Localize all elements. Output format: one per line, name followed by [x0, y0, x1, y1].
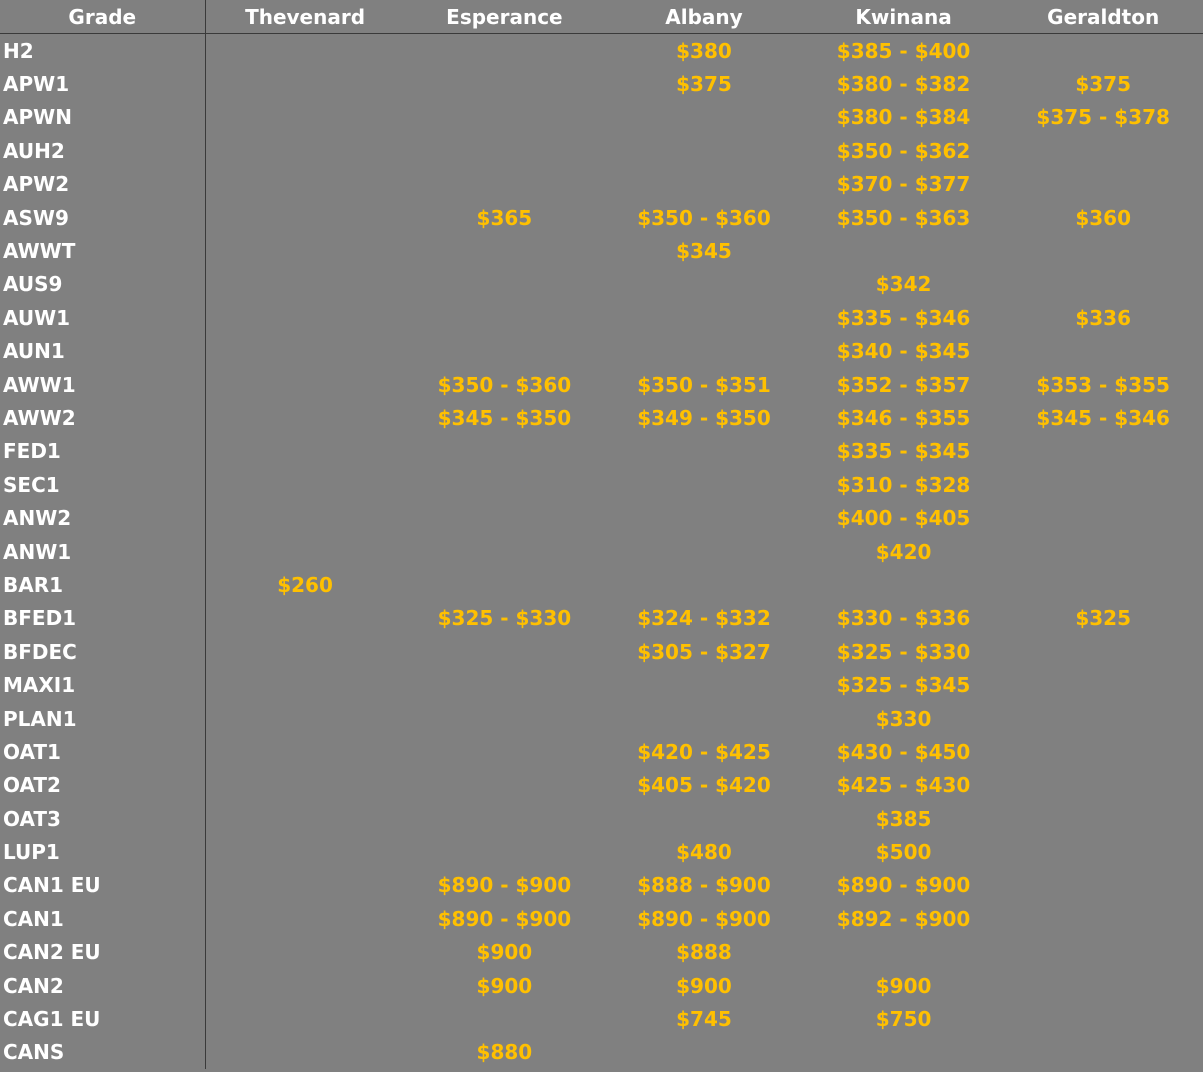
price-cell-esperance: [405, 301, 605, 334]
header-thevenard: Thevenard: [205, 0, 405, 34]
price-cell-thevenard: [205, 268, 405, 301]
price-cell-albany: $888: [676, 940, 732, 965]
price-cell-geraldton: $375: [1075, 72, 1132, 97]
price-cell-geraldton: [1003, 869, 1203, 902]
price-cell-kwinana: $346 - $355: [836, 405, 971, 430]
grade-cell: BFED1: [0, 602, 205, 635]
price-cell-albany: [604, 568, 804, 601]
price-cell-kwinana: $380 - $384: [836, 105, 971, 130]
price-cell-kwinana: $892 - $900: [836, 906, 971, 931]
grade-cell: PLAN1: [0, 702, 205, 735]
price-cell-kwinana: $430 - $450: [836, 739, 971, 764]
price-cell-kwinana: [804, 1036, 1004, 1069]
price-cell-albany: $480: [676, 840, 732, 865]
price-cell-esperance: [405, 1002, 605, 1035]
table-row: [0, 1036, 1203, 1069]
price-cell-esperance: [405, 134, 605, 167]
price-cell-thevenard: [205, 702, 405, 735]
price-cell-geraldton: [1003, 668, 1203, 701]
price-cell-albany: [604, 1036, 804, 1069]
price-cell-esperance: [405, 34, 605, 68]
price-cell-albany: [604, 301, 804, 334]
table-row: [0, 735, 1203, 768]
price-cell-kwinana: $342: [875, 272, 932, 297]
price-cell-kwinana: $350 - $363: [836, 205, 971, 230]
table-row: [0, 668, 1203, 701]
price-cell-esperance: [405, 101, 605, 134]
price-cell-thevenard: [205, 869, 405, 902]
price-cell-thevenard: [205, 1002, 405, 1035]
price-cell-geraldton: [1003, 835, 1203, 868]
price-cell-albany: [604, 501, 804, 534]
price-cell-thevenard: [205, 668, 405, 701]
table-row: [0, 568, 1203, 601]
price-cell-geraldton: [1003, 134, 1203, 167]
price-cell-geraldton: [1003, 702, 1203, 735]
grade-cell: CANS: [0, 1036, 205, 1069]
price-cell-esperance: [405, 568, 605, 601]
grade-cell: MAXI1: [0, 668, 205, 701]
grade-cell: CAN1 EU: [0, 869, 205, 902]
price-cell-kwinana: $385 - $400: [836, 38, 971, 63]
price-cell-geraldton: [1003, 335, 1203, 368]
price-cell-esperance: [405, 769, 605, 802]
price-cell-thevenard: [205, 67, 405, 100]
price-cell-esperance: [405, 468, 605, 501]
price-cell-kwinana: $400 - $405: [836, 506, 971, 531]
price-cell-geraldton: $325: [1075, 606, 1132, 631]
price-cell-kwinana: [804, 936, 1004, 969]
price-cell-albany: [604, 468, 804, 501]
table-row: [0, 268, 1203, 301]
table-row: [0, 468, 1203, 501]
price-cell-kwinana: $500: [875, 840, 932, 865]
grade-cell: OAT2: [0, 769, 205, 802]
price-cell-esperance: $365: [476, 205, 533, 230]
price-cell-geraldton: $360: [1075, 205, 1132, 230]
price-cell-albany: [604, 168, 804, 201]
table-row: [0, 301, 1203, 334]
price-cell-thevenard: [205, 234, 405, 267]
price-cell-thevenard: [205, 34, 405, 68]
table-row: [0, 702, 1203, 735]
price-cell-geraldton: [1003, 234, 1203, 267]
price-cell-thevenard: [205, 769, 405, 802]
grade-cell: AWW2: [0, 401, 205, 434]
price-cell-geraldton: [1003, 435, 1203, 468]
price-cell-albany: $745: [676, 1007, 732, 1032]
price-cell-thevenard: [205, 735, 405, 768]
table-row: [0, 902, 1203, 935]
grade-cell: AUS9: [0, 268, 205, 301]
price-cell-albany: [604, 335, 804, 368]
price-cell-esperance: [405, 802, 605, 835]
price-cell-esperance: $880: [476, 1040, 533, 1065]
price-cell-kwinana: $310 - $328: [836, 472, 971, 497]
price-cell-albany: $324 - $332: [637, 606, 771, 631]
price-cell-geraldton: [1003, 769, 1203, 802]
header-row: [0, 0, 1203, 34]
price-cell-kwinana: $425 - $430: [836, 773, 971, 798]
price-cell-esperance: $350 - $360: [437, 372, 572, 397]
price-cell-esperance: $890 - $900: [437, 906, 572, 931]
price-cell-thevenard: [205, 134, 405, 167]
price-cell-geraldton: [1003, 969, 1203, 1002]
price-cell-thevenard: [205, 435, 405, 468]
header-grade: Grade: [0, 0, 205, 34]
price-cell-albany: $405 - $420: [637, 773, 771, 798]
grade-cell: FED1: [0, 435, 205, 468]
price-cell-kwinana: $385: [875, 806, 932, 831]
grade-cell: AWWT: [0, 234, 205, 267]
price-cell-geraldton: [1003, 501, 1203, 534]
price-cell-albany: [604, 668, 804, 701]
table-row: [0, 869, 1203, 902]
price-cell-geraldton: $353 - $355: [1036, 372, 1170, 397]
price-cell-thevenard: [205, 835, 405, 868]
price-cell-thevenard: [205, 168, 405, 201]
grade-cell: BFDEC: [0, 635, 205, 668]
price-cell-thevenard: [205, 635, 405, 668]
price-cell-albany: [604, 535, 804, 568]
price-cell-esperance: [405, 535, 605, 568]
price-cell-esperance: [405, 835, 605, 868]
price-cell-esperance: [405, 435, 605, 468]
grade-cell: AUW1: [0, 301, 205, 334]
table-row: [0, 335, 1203, 368]
table-row: [0, 67, 1203, 100]
grade-cell: ASW9: [0, 201, 205, 234]
grade-cell: LUP1: [0, 835, 205, 868]
price-cell-kwinana: $352 - $357: [836, 372, 971, 397]
grade-cell: APWN: [0, 101, 205, 134]
grade-cell: CAN2: [0, 969, 205, 1002]
price-cell-geraldton: [1003, 1002, 1203, 1035]
price-cell-thevenard: [205, 902, 405, 935]
price-cell-kwinana: $750: [875, 1007, 932, 1032]
price-cell-albany: $890 - $900: [637, 906, 771, 931]
grade-cell: SEC1: [0, 468, 205, 501]
price-cell-esperance: [405, 668, 605, 701]
price-cell-thevenard: $260: [277, 572, 333, 597]
price-cell-geraldton: [1003, 1036, 1203, 1069]
price-cell-thevenard: [205, 368, 405, 401]
table-row: [0, 635, 1203, 668]
table-row: [0, 936, 1203, 969]
price-cell-thevenard: [205, 201, 405, 234]
price-cell-albany: [604, 101, 804, 134]
table-body: [0, 34, 1203, 1070]
table-row: [0, 835, 1203, 868]
price-cell-geraldton: [1003, 635, 1203, 668]
price-cell-thevenard: [205, 1036, 405, 1069]
price-cell-albany: $420 - $425: [637, 739, 771, 764]
price-cell-kwinana: $380 - $382: [836, 72, 971, 97]
price-cell-thevenard: [205, 936, 405, 969]
price-cell-geraldton: [1003, 802, 1203, 835]
price-cell-geraldton: $336: [1075, 305, 1132, 330]
price-cell-geraldton: [1003, 34, 1203, 68]
price-cell-geraldton: [1003, 268, 1203, 301]
price-cell-esperance: [405, 501, 605, 534]
price-cell-thevenard: [205, 301, 405, 334]
price-cell-esperance: [405, 335, 605, 368]
price-cell-albany: $350 - $351: [637, 372, 771, 397]
price-cell-albany: $888 - $900: [637, 873, 771, 898]
price-cell-thevenard: [205, 501, 405, 534]
price-cell-kwinana: $330: [875, 706, 932, 731]
price-cell-albany: [604, 268, 804, 301]
table-row: [0, 168, 1203, 201]
table-row: [0, 769, 1203, 802]
price-cell-esperance: $900: [476, 973, 533, 998]
grade-cell: AUN1: [0, 335, 205, 368]
price-cell-kwinana: $325 - $330: [836, 639, 971, 664]
grade-cell: AWW1: [0, 368, 205, 401]
table-row: [0, 602, 1203, 635]
table-row: [0, 101, 1203, 134]
header-kwinana: Kwinana: [804, 0, 1004, 34]
grade-cell: CAN2 EU: [0, 936, 205, 969]
price-cell-esperance: [405, 67, 605, 100]
grade-cell: OAT3: [0, 802, 205, 835]
price-cell-thevenard: [205, 401, 405, 434]
price-cell-geraldton: [1003, 535, 1203, 568]
grade-cell: CAN1: [0, 902, 205, 935]
table-row: [0, 401, 1203, 434]
price-cell-esperance: [405, 702, 605, 735]
price-cell-esperance: $345 - $350: [437, 405, 572, 430]
price-cell-thevenard: [205, 335, 405, 368]
price-cell-albany: $375: [676, 72, 732, 97]
price-cell-thevenard: [205, 969, 405, 1002]
price-cell-esperance: $890 - $900: [437, 873, 572, 898]
price-cell-thevenard: [205, 602, 405, 635]
price-cell-albany: [604, 435, 804, 468]
price-cell-geraldton: $345 - $346: [1036, 405, 1170, 430]
table-row: [0, 435, 1203, 468]
grade-cell: APW1: [0, 67, 205, 100]
price-cell-geraldton: $375 - $378: [1036, 105, 1170, 130]
table-row: [0, 234, 1203, 267]
price-cell-kwinana: $890 - $900: [836, 873, 971, 898]
price-cell-geraldton: [1003, 735, 1203, 768]
table-row: [0, 1002, 1203, 1035]
price-cell-thevenard: [205, 535, 405, 568]
price-cell-esperance: $325 - $330: [437, 606, 572, 631]
table-row: [0, 201, 1203, 234]
price-cell-albany: $349 - $350: [637, 405, 771, 430]
table-row: [0, 501, 1203, 534]
grade-cell: BAR1: [0, 568, 205, 601]
price-cell-kwinana: $420: [875, 539, 932, 564]
table-row: [0, 134, 1203, 167]
price-cell-esperance: [405, 635, 605, 668]
price-cell-kwinana: $325 - $345: [836, 673, 971, 698]
price-cell-kwinana: $330 - $336: [836, 606, 971, 631]
grade-cell: ANW2: [0, 501, 205, 534]
price-cell-albany: $350 - $360: [637, 205, 771, 230]
price-cell-albany: [604, 134, 804, 167]
table-row: [0, 34, 1203, 68]
price-cell-esperance: [405, 735, 605, 768]
price-cell-kwinana: $350 - $362: [836, 138, 971, 163]
price-cell-thevenard: [205, 802, 405, 835]
grade-cell: ANW1: [0, 535, 205, 568]
grade-cell: CAG1 EU: [0, 1002, 205, 1035]
price-cell-albany: [604, 702, 804, 735]
table-row: [0, 802, 1203, 835]
grade-cell: APW2: [0, 168, 205, 201]
price-cell-kwinana: $335 - $345: [836, 439, 971, 464]
header-albany: Albany: [604, 0, 804, 34]
price-cell-geraldton: [1003, 168, 1203, 201]
price-cell-esperance: $900: [476, 940, 533, 965]
price-cell-geraldton: [1003, 902, 1203, 935]
price-cell-albany: $345: [676, 239, 732, 264]
price-cell-geraldton: [1003, 936, 1203, 969]
price-cell-geraldton: [1003, 468, 1203, 501]
price-cell-kwinana: $370 - $377: [836, 172, 971, 197]
price-cell-kwinana: [804, 568, 1004, 601]
price-cell-thevenard: [205, 468, 405, 501]
price-cell-esperance: [405, 168, 605, 201]
price-cell-albany: $305 - $327: [637, 639, 771, 664]
price-cell-esperance: [405, 268, 605, 301]
grade-cell: OAT1: [0, 735, 205, 768]
header-esperance: Esperance: [405, 0, 605, 34]
header-geraldton: Geraldton: [1003, 0, 1203, 34]
price-cell-thevenard: [205, 101, 405, 134]
grade-cell: H2: [0, 34, 205, 68]
table-row: [0, 969, 1203, 1002]
price-cell-esperance: [405, 234, 605, 267]
price-cell-albany: $380: [676, 38, 732, 63]
price-cell-kwinana: $900: [875, 973, 932, 998]
price-cell-albany: $900: [676, 973, 732, 998]
grade-cell: AUH2: [0, 134, 205, 167]
table-row: [0, 535, 1203, 568]
price-cell-geraldton: [1003, 568, 1203, 601]
price-cell-albany: [604, 802, 804, 835]
table-row: [0, 368, 1203, 401]
price-cell-kwinana: $340 - $345: [836, 339, 971, 364]
price-cell-kwinana: $335 - $346: [836, 305, 971, 330]
price-cell-kwinana: [804, 234, 1004, 267]
